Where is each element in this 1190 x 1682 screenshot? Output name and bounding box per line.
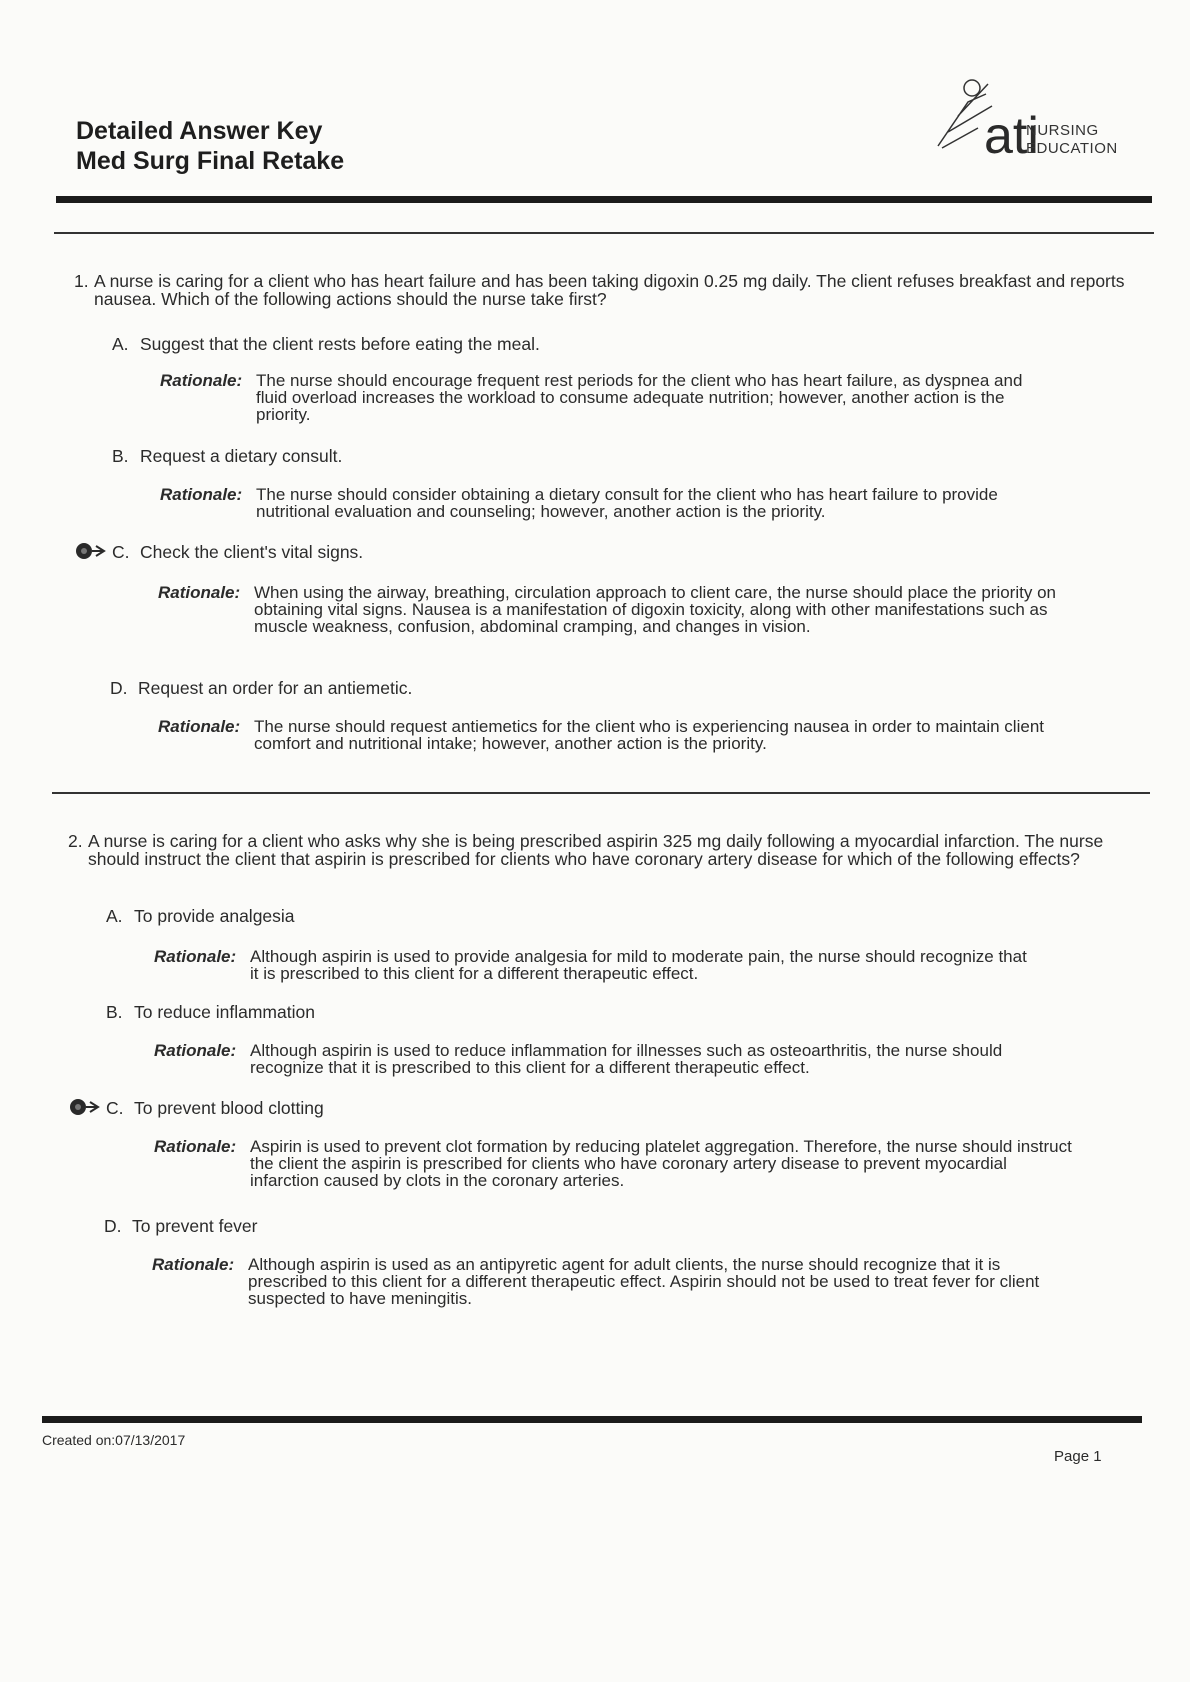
rationale-text: The nurse should request antiemetics for the client who is experiencing nausea in order to maintain client comfort and nutritional intake; however, another action is the priority. [254,717,1044,753]
option-text: Request an order for an antiemetic. [138,678,413,698]
correct-answer-marker-icon [74,540,108,562]
rationale-label: Rationale: [160,371,243,390]
option-letter: B. [106,1002,123,1022]
question-text: A nurse is caring for a client who asks why she is being prescribed aspirin 325 mg daily following a myocardial infarction. The nurse should instruct the client that aspirin is prescribed for clients who have coronary artery disease for which of the following effects? [88,831,1104,869]
rationale-text: Aspirin is used to prevent clot formation by reducing platelet aggregation. Therefore, the nurse should instruct the client the aspirin is prescribed for clients who have coronary artery disease to prevent myocardial infarction caused by clots in the coronary arteries. [250,1137,1072,1190]
logo-line-1: NURSING [1026,122,1099,139]
rationale-text: When using the airway, breathing, circulation approach to client care, the nurse should place the priority on obtaining vital signs. Nausea is a manifestation of digoxin toxicity, along with other manifestations such as muscle weakness, confusion, abdominal cramping, and changes in vision. [254,583,1056,636]
option-letter: A. [112,334,129,354]
correct-answer-marker-icon [68,1096,102,1118]
option-text: Suggest that the client rests before eating the meal. [140,334,540,354]
rationale-text: Although aspirin is used to provide analgesia for mild to moderate pain, the nurse should recognize that it is prescribed to this client for a different therapeutic effect. [250,947,1027,983]
question-number: 1. [74,271,89,291]
rationale-1d [158,718,1058,752]
header-rule-thick [56,196,1152,203]
option-text: To reduce inflammation [134,1002,315,1022]
rationale-label: Rationale: [158,583,241,602]
option-text: To provide analgesia [134,906,295,926]
rationale-1c [158,584,1078,635]
option-letter: A. [106,906,123,926]
logo-subtitle [1026,122,1118,158]
logo-ati-text: ati [984,107,1039,165]
option-letter: B. [112,446,129,466]
title-line-2: Med Surg Final Retake [76,147,345,175]
rationale-label: Rationale: [160,485,243,504]
option-letter: C. [112,542,130,562]
question-number: 2. [68,831,83,851]
question-2 [68,832,1128,868]
ati-logo [928,76,1128,172]
option-text: Request a dietary consult. [140,446,343,466]
option-letter: C. [106,1098,124,1118]
footer-rule [42,1416,1142,1423]
logo-line-2: EDUCATION [1026,140,1118,157]
rationale-1b [160,486,1040,520]
option-text: To prevent fever [132,1216,258,1236]
header-rule-thin [54,232,1154,234]
question-text: A nurse is caring for a client who has heart failure and has been taking digoxin 0.25 mg daily. The client refuses breakfast and reports nausea. Which of the following actions should the nurse take first? [94,271,1125,309]
rationale-2a [154,948,1034,982]
rationale-2b [154,1042,1054,1076]
option-text: To prevent blood clotting [134,1098,324,1118]
rationale-2c [154,1138,1074,1189]
rationale-text: The nurse should consider obtaining a dietary consult for the client who has heart failure to provide nutritional evaluation and counseling; however, another action is the priority. [256,485,998,521]
option-text: Check the client's vital signs. [140,542,364,562]
rationale-text: The nurse should encourage frequent rest periods for the client who has heart failure, as dyspnea and fluid overload increases the workload to consume adequate nutrition; however, another action is the priority. [256,371,1023,424]
rationale-label: Rationale: [158,717,241,736]
rationale-1a [160,372,1040,423]
question-1 [74,272,1134,308]
rationale-text: Although aspirin is used to reduce inflammation for illnesses such as osteoarthritis, the nurse should recognize that it is prescribed to this client for a different therapeutic effect. [250,1041,1003,1077]
rationale-2d [152,1256,1072,1307]
option-letter: D. [104,1216,122,1236]
title-line-1: Detailed Answer Key [76,117,323,145]
page-number: Page 1 [1054,1448,1102,1465]
rationale-label: Rationale: [154,1137,237,1156]
rationale-label: Rationale: [154,1041,237,1060]
option-letter: D. [110,678,128,698]
rationale-text: Although aspirin is used as an antipyretic agent for adult clients, the nurse should recognize that it is prescribed to this client for a different therapeutic effect. Aspirin should not be used to treat fever for client suspected to have meningitis. [248,1255,1040,1308]
document-title [76,116,344,176]
rationale-label: Rationale: [154,947,237,966]
created-date: Created on:07/13/2017 [42,1432,186,1448]
rationale-label: Rationale: [152,1255,235,1274]
question-divider [52,792,1150,794]
